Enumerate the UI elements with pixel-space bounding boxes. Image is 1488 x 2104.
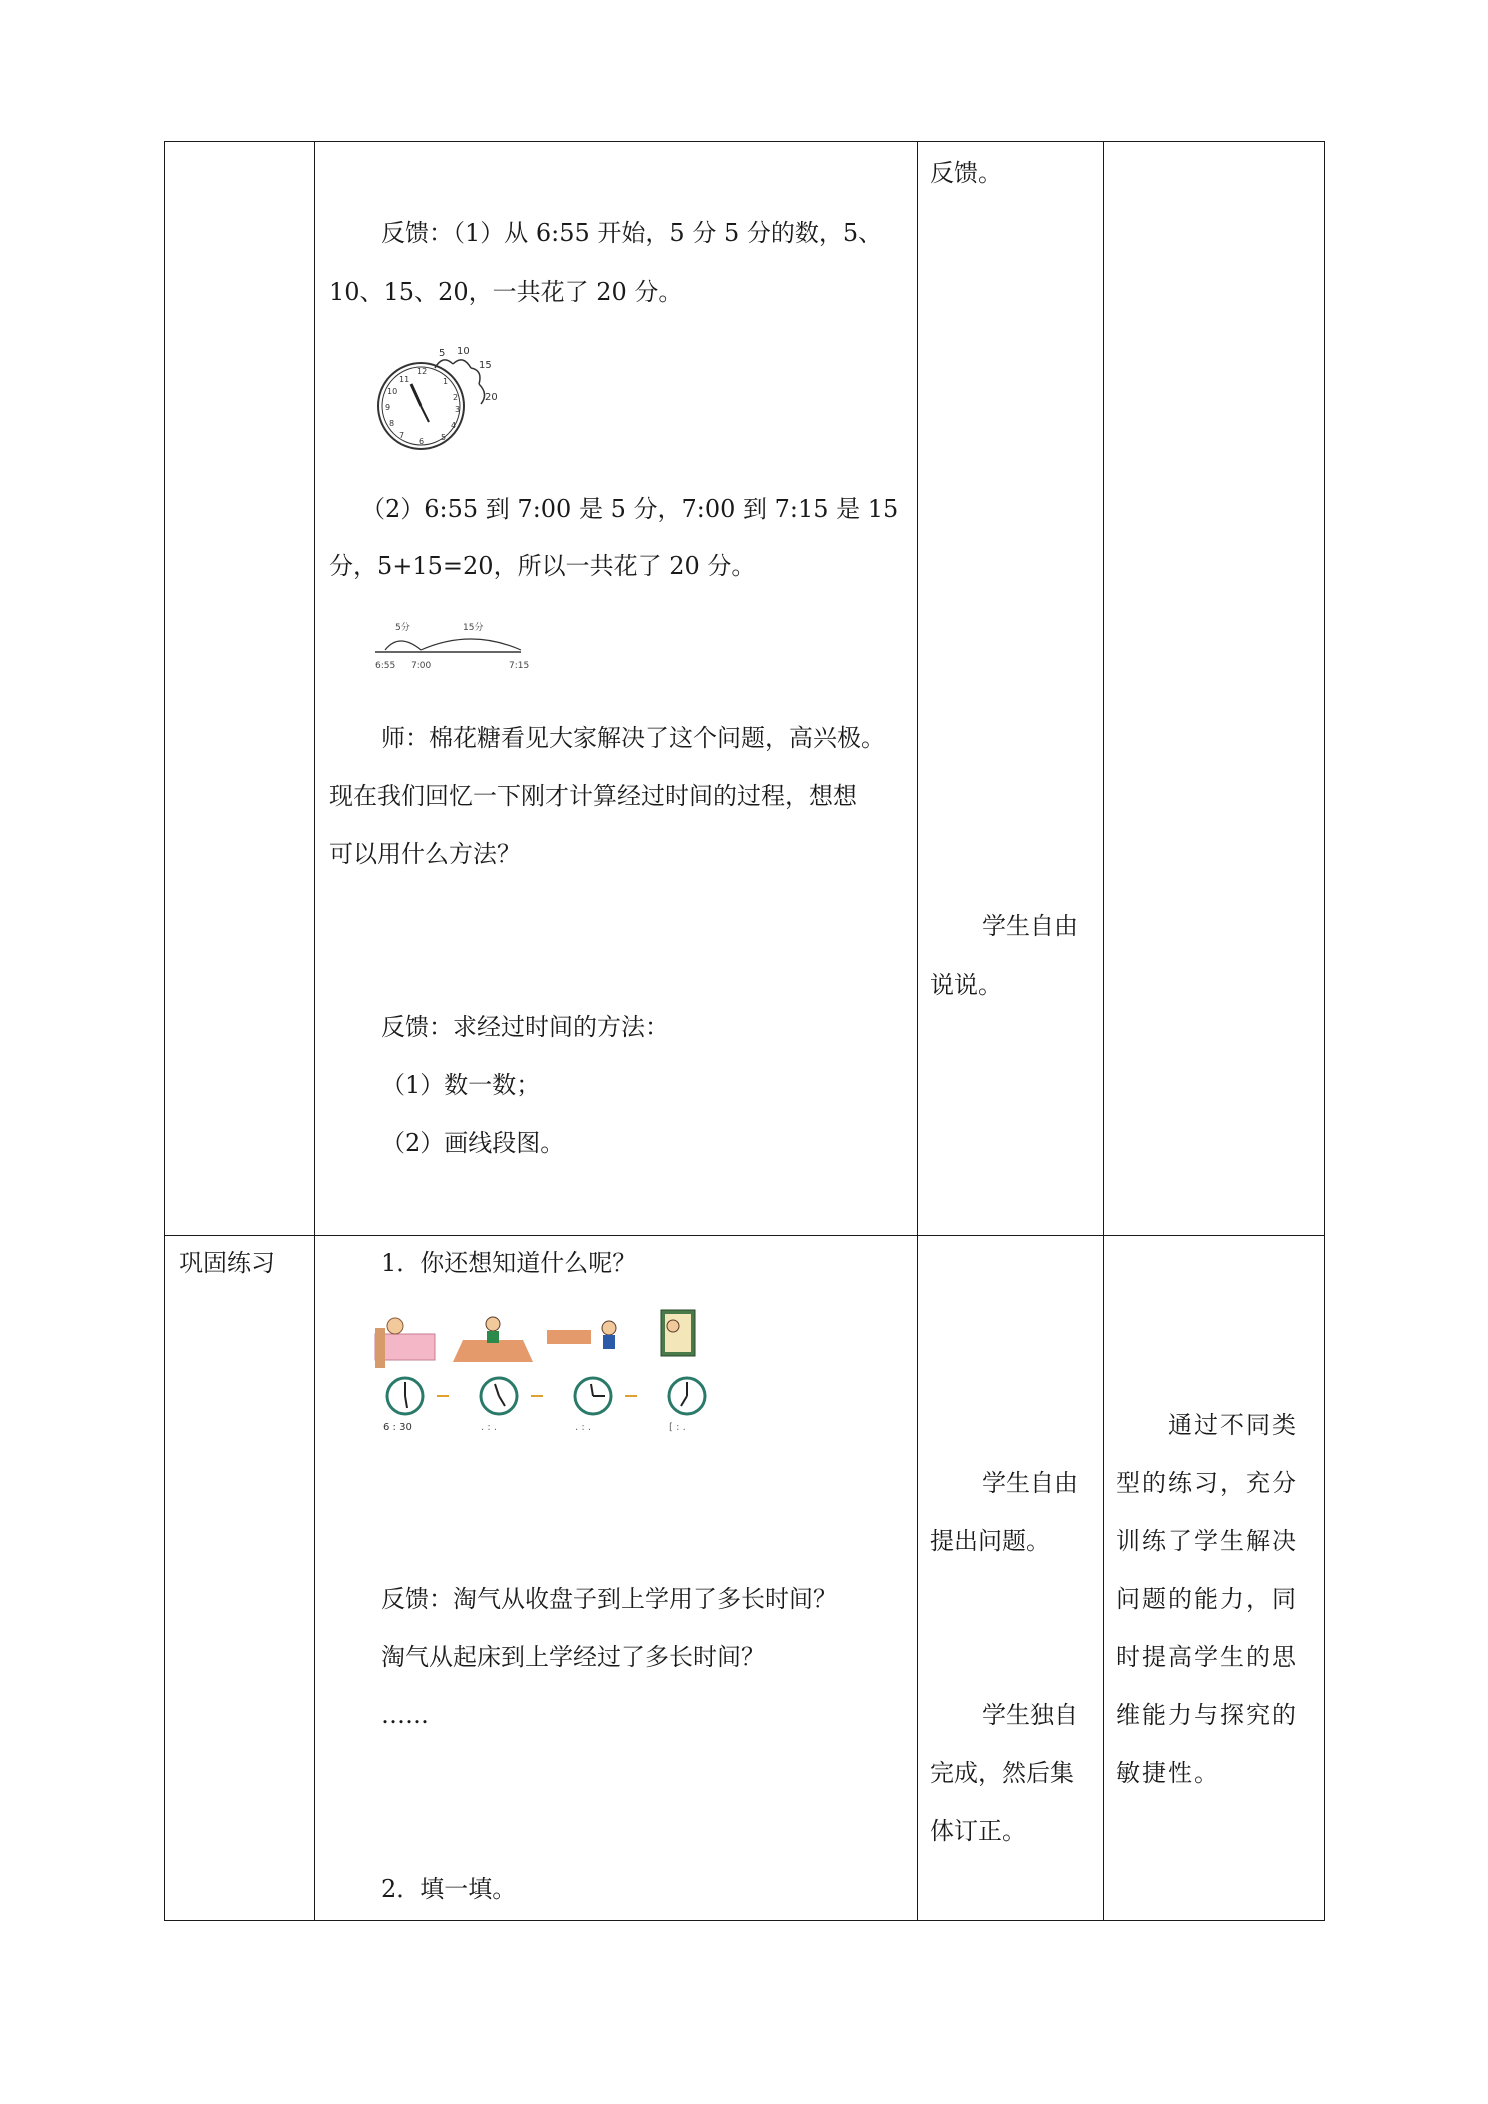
svg-text:. : .: . : .: [575, 1422, 592, 1433]
method-item-2: （2）画线段图。: [381, 1129, 565, 1157]
svg-text:3: 3: [455, 405, 461, 414]
design-intent-cell-empty: [1104, 142, 1325, 1236]
svg-text:12: 12: [417, 367, 428, 376]
teacher-question-line-b: 现在我们回忆一下刚才计算经过时间的过程，想想: [329, 782, 857, 810]
table-row-process: [165, 142, 1325, 1236]
intent-line-1: 通过不同类: [1168, 1411, 1298, 1439]
svg-text:1: 1: [443, 377, 449, 386]
practice-activity-cell: [315, 1236, 918, 1921]
segment-label-15min: 15分: [463, 623, 484, 633]
feedback-question-b: 淘气从起床到上学经过了多长时间？: [381, 1643, 765, 1671]
feedback-question-a: 反馈：淘气从收盘子到上学用了多长时间？: [381, 1585, 837, 1613]
svg-text:5: 5: [441, 433, 447, 442]
stage-label: 巩固练习: [179, 1249, 275, 1277]
question-1: 1．你还想知道什么呢？: [381, 1249, 637, 1277]
student-activity-cell: [918, 142, 1104, 1236]
question-2: 2．填一填。: [381, 1875, 517, 1903]
stage-cell-empty: [165, 142, 315, 1236]
svg-text:4: 4: [451, 421, 457, 430]
clock-label-15: 15: [479, 360, 492, 371]
teacher-question-line-c: 可以用什么方法？: [329, 840, 521, 868]
svg-text:9: 9: [385, 403, 391, 412]
teacher-question-line-a: 师：棉花糖看见大家解决了这个问题，高兴极。: [381, 724, 885, 752]
practice-student-cell: [918, 1236, 1104, 1921]
student-solve-line-c: 体订正。: [930, 1817, 1026, 1845]
student-solve-line-a: 学生独自: [982, 1701, 1078, 1729]
svg-text:2: 2: [453, 393, 459, 402]
student-solve-line-b: 完成，然后集: [930, 1759, 1074, 1787]
svg-text:[ : .: [ : .: [669, 1422, 686, 1433]
teacher-activity-cell: [315, 142, 918, 1236]
intent-line-7: 敏捷性。: [1116, 1759, 1220, 1787]
method-item-1: （1）数一数；: [381, 1071, 541, 1099]
svg-text:. : .: . : .: [481, 1422, 498, 1433]
intent-line-5: 时提高学生的思: [1116, 1643, 1298, 1671]
student-activity-line-a: 学生自由: [982, 912, 1078, 940]
svg-text:10: 10: [387, 387, 398, 396]
feedback-2-line-b: 分，5+15=20，所以一共花了 20 分。: [329, 552, 756, 580]
counting-clock-illustration: [373, 340, 513, 460]
student-ask-line-a: 学生自由: [982, 1469, 1078, 1497]
intent-line-6: 维能力与探究的: [1116, 1701, 1298, 1729]
tick-label-655: 6:55: [375, 661, 396, 671]
design-intent-cell: [1104, 1236, 1325, 1921]
table-row-practice: [165, 1236, 1325, 1921]
student-activity-line-b: 说说。: [930, 971, 1002, 999]
student-ask-line-b: 提出问题。: [930, 1527, 1050, 1555]
clock-label-5: 5: [439, 348, 446, 359]
stage-cell-practice: [165, 1236, 315, 1921]
tick-label-700: 7:00: [411, 661, 432, 671]
svg-text:8: 8: [389, 419, 395, 428]
svg-text:11: 11: [399, 375, 410, 384]
svg-text:6: 6: [419, 437, 425, 446]
intent-line-2: 型的练习，充分: [1116, 1469, 1298, 1497]
clock-label-20: 20: [485, 392, 498, 403]
feedback-2-line-a: （2）6:55 到 7:00 是 5 分，7:00 到 7:15 是 15: [361, 495, 899, 523]
svg-text:7: 7: [399, 431, 405, 440]
feedback-1-line-b: 10、15、20，一共花了 20 分。: [329, 278, 683, 306]
clock-label-10: 10: [457, 346, 470, 357]
lesson-plan-table: [164, 141, 1325, 1921]
intent-line-3: 训练了学生解决: [1116, 1527, 1298, 1555]
segment-label-5min: 5分: [395, 623, 410, 633]
feedback-1-line-a: 反馈：（1）从 6:55 开始，5 分 5 分的数，5、: [381, 219, 883, 247]
method-title: 反馈：求经过时间的方法：: [381, 1013, 669, 1041]
intent-line-4: 问题的能力，同: [1116, 1585, 1298, 1613]
student-feedback: 反馈。: [930, 159, 1002, 187]
wake-up-time: 6 : 30: [383, 1422, 412, 1433]
tick-label-715: 7:15: [509, 661, 530, 671]
daily-routine-illustration: [373, 1306, 713, 1436]
ellipsis: ……: [381, 1701, 429, 1729]
line-segment-diagram: [371, 612, 551, 672]
